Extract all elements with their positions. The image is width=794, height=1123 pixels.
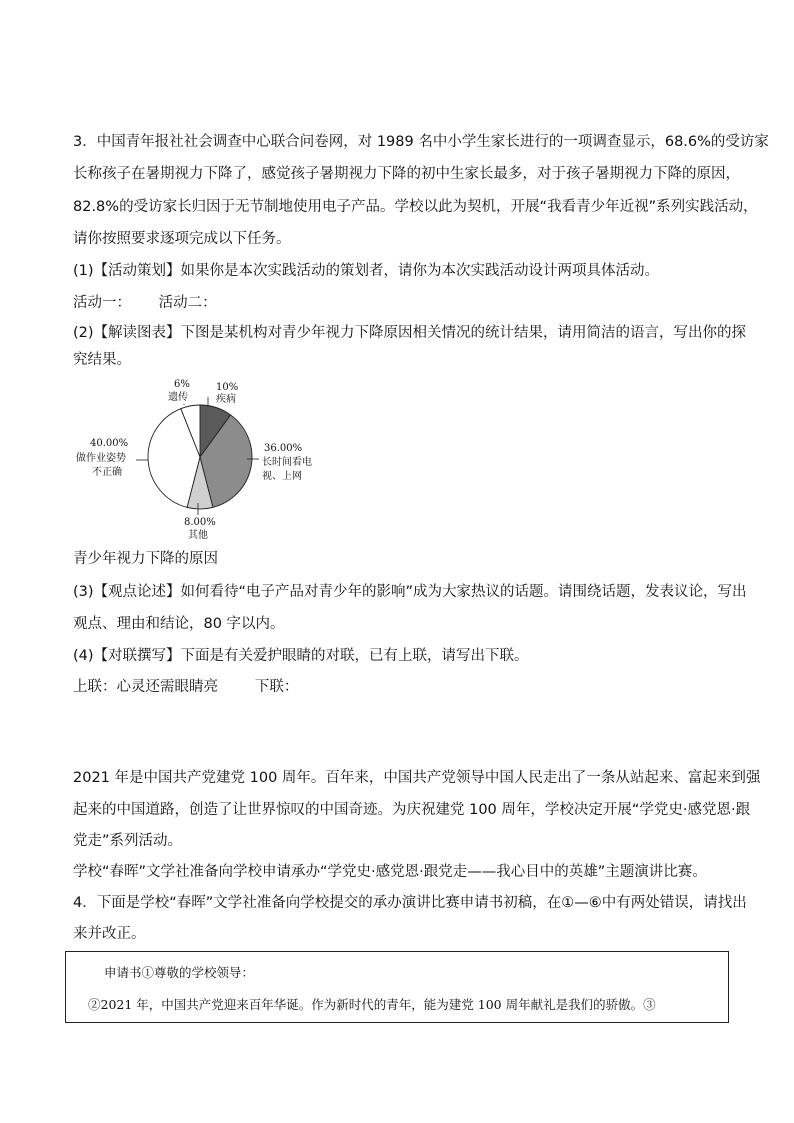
q3-intro-line-3: 82.8%的受访家长归因于无节制地使用电子产品。学校以此为契机，开展“我看青少年近视”系列实践活动，: [73, 199, 758, 215]
label-heredity-value: 6%: [174, 379, 190, 390]
passage-line-4: 学校“春晖”文学社准备向学校申请承办“学党史·感党恩·跟党走——我心目中的英雄”主题演讲比赛。: [73, 864, 707, 880]
q3-task1: (1)【活动策划】如果你是本次实践活动的策划者，请你为本次实践活动设计两项具体活动。: [73, 263, 660, 279]
label-disease-name: 疾病: [216, 394, 236, 405]
application-letter-box: [65, 951, 729, 1023]
q3-task4: (4)【对联撰写】下面是有关爱护眼睛的对联，已有上联，请写出下联。: [73, 648, 529, 664]
label-other-value: 8.00%: [184, 517, 216, 528]
label-posture-name-1: 做作业姿势: [76, 453, 126, 464]
q4-line-1: 4．下面是学校“春晖”文学社准备向学校提交的承办演讲比赛申请书初稿，在①—⑥中有两处错误，请找出: [73, 895, 747, 911]
q3-task1-answer: 活动一： 活动二：: [73, 295, 217, 311]
q3-couplet: 上联：心灵还需眼睛亮 下联：: [73, 679, 299, 695]
q4-line-2: 来并改正。: [73, 926, 146, 942]
label-posture-name-2: 不正确: [92, 467, 122, 478]
passage-line-3: 党走”系列活动。: [73, 833, 183, 849]
chart-caption: 青少年视力下降的原因: [73, 551, 218, 567]
pie-slices: [148, 405, 252, 509]
label-screen-value: 36.00%: [264, 443, 303, 454]
q3-intro-line-2: 长称孩子在暑期视力下降了，感觉孩子暑期视力下降的初中生家长最多，对于孩子暑期视力下降的原因，: [73, 166, 740, 182]
passage-line-1: 2021 年是中国共产党建党 100 周年。百年来，中国共产党领导中国人民走出了一条从站起来、富起来到强: [73, 770, 761, 786]
label-screen-name-1: 长时间看电: [262, 457, 312, 468]
label-posture-value: 40.00%: [90, 438, 129, 449]
pie-chart: [76, 372, 364, 542]
q3-task3-line-2: 观点、理由和结论，80 字以内。: [73, 616, 285, 632]
label-disease-value: 10%: [216, 382, 239, 393]
label-screen-name-2: 视、上网: [262, 471, 302, 482]
passage-line-2: 起来的中国道路，创造了让世界惊叹的中国奇迹。为庆祝建党 100 周年，学校决定开展“学党史·感党恩·跟: [73, 802, 751, 818]
letter-line-2: ②2021 年，中国共产党迎来百年华诞。作为新时代的青年，能为建党 100 周年献礼是我们的骄傲。③: [88, 997, 656, 1012]
q3-intro-line-4: 请你按照要求逐项完成以下任务。: [73, 231, 291, 247]
q3-intro-line-1: 3．中国青年报社社会调查中心联合问卷网，对 1989 名中小学生家长进行的一项调查显示，68.6%的受访家: [73, 134, 769, 150]
label-other-name: 其他: [188, 530, 208, 541]
q3-task3-line-1: (3)【观点论述】如何看待“电子产品对青少年的影响”成为大家热议的话题。请围绕话题，发表议论，写出: [73, 584, 747, 600]
q3-task2-line-2: 究结果。: [73, 352, 131, 368]
q3-task2-line-1: (2)【解读图表】下图是某机构对青少年视力下降原因相关情况的统计结果，请用简洁的语言，写出你的探: [73, 325, 747, 341]
letter-line-1: 申请书①尊敬的学校领导：: [104, 965, 255, 980]
label-heredity-name: 遗传: [168, 392, 188, 403]
